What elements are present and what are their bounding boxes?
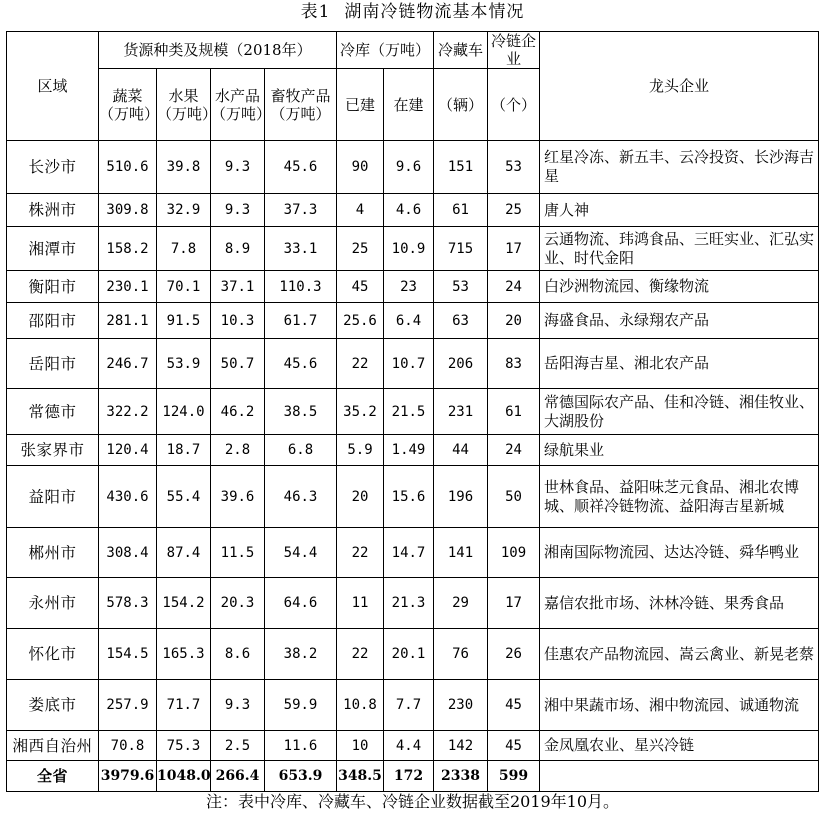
cell-region: 郴州市: [7, 528, 99, 578]
cell-vegetables: 322.2: [99, 389, 157, 435]
cell-vegetables: 578.3: [99, 578, 157, 629]
cell-firms: 26: [488, 629, 540, 680]
table-row: [7, 194, 819, 227]
cell-building: 23: [384, 271, 434, 303]
cell-trucks: 61: [434, 194, 488, 227]
cell-region: 怀化市: [7, 629, 99, 680]
cell-leaders: 红星冷冻、新五丰、云冷投资、长沙海吉星: [540, 141, 819, 194]
cell-firms: 61: [488, 389, 540, 435]
cell-built: 25.6: [337, 303, 384, 339]
cell-building: 21.5: [384, 389, 434, 435]
cell-livestock: 110.3: [265, 271, 337, 303]
table-row: [7, 466, 819, 528]
cell-built: 22: [337, 528, 384, 578]
table-row: [7, 578, 819, 629]
cell-region: 湘西自治州: [7, 731, 99, 761]
header-cold-storage: 冷库（万吨）: [337, 32, 434, 69]
cell-building: 7.7: [384, 680, 434, 731]
table-row: [7, 271, 819, 303]
cell-region: 常德市: [7, 389, 99, 435]
cell-firms: 50: [488, 466, 540, 528]
cell-building: 6.4: [384, 303, 434, 339]
cell-built: 22: [337, 629, 384, 680]
cell-firms: 45: [488, 680, 540, 731]
cell-livestock: 33.1: [265, 227, 337, 271]
cell-fruits: 53.9: [157, 339, 211, 389]
cell-built: 10.8: [337, 680, 384, 731]
cell-firms: 83: [488, 339, 540, 389]
cell-trucks: 206: [434, 339, 488, 389]
header-built: 已建: [337, 69, 384, 141]
cell-livestock: 653.9: [265, 761, 337, 792]
cell-built: 348.5: [337, 761, 384, 792]
cell-trucks: 715: [434, 227, 488, 271]
cell-fruits: 18.7: [157, 435, 211, 466]
cell-leaders: 佳惠农产品物流园、嵩云禽业、新晃老蔡: [540, 629, 819, 680]
cell-firms: 20: [488, 303, 540, 339]
cell-aquatic: 50.7: [211, 339, 265, 389]
cell-fruits: 124.0: [157, 389, 211, 435]
cell-aquatic: 266.4: [211, 761, 265, 792]
cell-firms: 25: [488, 194, 540, 227]
cell-vegetables: 257.9: [99, 680, 157, 731]
table-row: [7, 528, 819, 578]
header-reefer-trucks: 冷藏车: [434, 32, 488, 69]
cell-region: 永州市: [7, 578, 99, 629]
cell-built: 5.9: [337, 435, 384, 466]
cell-leaders: 湘中果蔬市场、湘中物流园、诚通物流: [540, 680, 819, 731]
cell-vegetables: 308.4: [99, 528, 157, 578]
cell-region: 衡阳市: [7, 271, 99, 303]
cell-leaders: 金凤凰农业、星兴冷链: [540, 731, 819, 761]
cell-region: 全省: [7, 761, 99, 792]
cell-livestock: 64.6: [265, 578, 337, 629]
cell-firms: 17: [488, 578, 540, 629]
cell-leaders: 绿航果业: [540, 435, 819, 466]
cell-trucks: 142: [434, 731, 488, 761]
cell-firms: 109: [488, 528, 540, 578]
table-row: [7, 680, 819, 731]
cell-leaders: 云通物流、玮鸿食品、三旺实业、汇弘实业、时代金阳: [540, 227, 819, 271]
cell-aquatic: 2.8: [211, 435, 265, 466]
cell-trucks: 141: [434, 528, 488, 578]
cell-built: 10: [337, 731, 384, 761]
cell-leaders: 岳阳海吉星、湘北农产品: [540, 339, 819, 389]
header-companies-unit: （个）: [488, 69, 540, 141]
cell-leaders: 海盛食品、永绿翔农产品: [540, 303, 819, 339]
cell-leaders: 唐人神: [540, 194, 819, 227]
cell-leaders: 白沙洲物流园、衡缘物流: [540, 271, 819, 303]
table-row: [7, 629, 819, 680]
cell-trucks: 29: [434, 578, 488, 629]
cell-livestock: 38.2: [265, 629, 337, 680]
cell-aquatic: 10.3: [211, 303, 265, 339]
cell-vegetables: 158.2: [99, 227, 157, 271]
cell-vegetables: 120.4: [99, 435, 157, 466]
cell-livestock: 38.5: [265, 389, 337, 435]
cell-firms: 45: [488, 731, 540, 761]
cell-trucks: 230: [434, 680, 488, 731]
table-note: 注：表中冷库、冷藏车、冷链企业数据截至2019年10月。: [205, 792, 620, 811]
cell-region: 株洲市: [7, 194, 99, 227]
cell-building: 1.49: [384, 435, 434, 466]
cell-building: 14.7: [384, 528, 434, 578]
cell-vegetables: 230.1: [99, 271, 157, 303]
cell-fruits: 91.5: [157, 303, 211, 339]
cell-built: 20: [337, 466, 384, 528]
cell-vegetables: 246.7: [99, 339, 157, 389]
cell-livestock: 61.7: [265, 303, 337, 339]
cell-livestock: 45.6: [265, 339, 337, 389]
cell-aquatic: 46.2: [211, 389, 265, 435]
header-building: 在建: [384, 69, 434, 141]
cell-fruits: 39.8: [157, 141, 211, 194]
cell-livestock: 45.6: [265, 141, 337, 194]
cell-aquatic: 9.3: [211, 141, 265, 194]
cell-vegetables: 154.5: [99, 629, 157, 680]
cell-built: 25: [337, 227, 384, 271]
cell-vegetables: 281.1: [99, 303, 157, 339]
cell-firms: 53: [488, 141, 540, 194]
cell-vegetables: 430.6: [99, 466, 157, 528]
cell-fruits: 75.3: [157, 731, 211, 761]
cell-leaders: 嘉信农批市场、沐林冷链、果秀食品: [540, 578, 819, 629]
cell-leaders: 世林食品、益阳味芝元食品、湘北农博城、顺祥冷链物流、益阳海吉星新城: [540, 466, 819, 528]
cell-building: 10.7: [384, 339, 434, 389]
cell-aquatic: 39.6: [211, 466, 265, 528]
cell-region: 张家界市: [7, 435, 99, 466]
table-row: [7, 435, 819, 466]
cell-built: 45: [337, 271, 384, 303]
cell-trucks: 231: [434, 389, 488, 435]
cell-built: 11: [337, 578, 384, 629]
cell-built: 22: [337, 339, 384, 389]
cell-fruits: 32.9: [157, 194, 211, 227]
cell-trucks: 63: [434, 303, 488, 339]
cell-leaders: 湘南国际物流园、达达冷链、舜华鸭业: [540, 528, 819, 578]
table-number: 表1: [300, 2, 331, 22]
cell-aquatic: 37.1: [211, 271, 265, 303]
cell-livestock: 11.6: [265, 731, 337, 761]
header-fruits: 水果（万吨）: [157, 69, 211, 141]
cell-fruits: 1048.0: [157, 761, 211, 792]
cell-vegetables: 309.8: [99, 194, 157, 227]
header-cold-chain-companies: 冷链企业: [488, 32, 540, 69]
cell-livestock: 54.4: [265, 528, 337, 578]
cell-building: 4.4: [384, 731, 434, 761]
cell-building: 9.6: [384, 141, 434, 194]
cell-firms: 599: [488, 761, 540, 792]
header-aquatic: 水产品（万吨）: [211, 69, 265, 141]
table-title-text: 湖南冷链物流基本情况: [344, 2, 525, 22]
cell-trucks: 76: [434, 629, 488, 680]
cell-region: 岳阳市: [7, 339, 99, 389]
table-row: [7, 227, 819, 271]
cell-aquatic: 9.3: [211, 680, 265, 731]
cell-firms: 17: [488, 227, 540, 271]
cell-building: 4.6: [384, 194, 434, 227]
cell-building: 10.9: [384, 227, 434, 271]
cell-region: 邵阳市: [7, 303, 99, 339]
cell-livestock: 6.8: [265, 435, 337, 466]
header-leading-companies: 龙头企业: [540, 32, 819, 141]
cell-vegetables: 510.6: [99, 141, 157, 194]
cell-aquatic: 11.5: [211, 528, 265, 578]
cell-fruits: 7.8: [157, 227, 211, 271]
header-livestock: 畜牧产品（万吨）: [265, 69, 337, 141]
cell-livestock: 59.9: [265, 680, 337, 731]
cell-trucks: 196: [434, 466, 488, 528]
cell-built: 90: [337, 141, 384, 194]
cell-trucks: 2338: [434, 761, 488, 792]
cell-built: 35.2: [337, 389, 384, 435]
header-region: 区域: [7, 32, 99, 141]
table-row: [7, 339, 819, 389]
table-row: [7, 303, 819, 339]
cell-aquatic: 9.3: [211, 194, 265, 227]
cell-firms: 24: [488, 271, 540, 303]
cell-region: 长沙市: [7, 141, 99, 194]
cell-region: 娄底市: [7, 680, 99, 731]
cell-livestock: 46.3: [265, 466, 337, 528]
header-supply-group: 货源种类及规模（2018年）: [99, 32, 337, 69]
cell-aquatic: 8.9: [211, 227, 265, 271]
cell-fruits: 55.4: [157, 466, 211, 528]
table-title: [0, 0, 825, 28]
cell-building: 15.6: [384, 466, 434, 528]
total-row: [7, 761, 819, 792]
cell-leaders: [540, 761, 819, 792]
cell-leaders: 常德国际农产品、佳和冷链、湘佳牧业、大湖股份: [540, 389, 819, 435]
table-row: [7, 141, 819, 194]
cell-fruits: 71.7: [157, 680, 211, 731]
cell-firms: 24: [488, 435, 540, 466]
cell-fruits: 154.2: [157, 578, 211, 629]
header-vegetables: 蔬菜（万吨）: [99, 69, 157, 141]
table-row: [7, 731, 819, 761]
cell-aquatic: 20.3: [211, 578, 265, 629]
cell-aquatic: 8.6: [211, 629, 265, 680]
cell-building: 20.1: [384, 629, 434, 680]
cell-aquatic: 2.5: [211, 731, 265, 761]
cell-vegetables: 70.8: [99, 731, 157, 761]
cell-trucks: 44: [434, 435, 488, 466]
cold-chain-table: [6, 31, 819, 792]
cell-region: 益阳市: [7, 466, 99, 528]
cell-livestock: 37.3: [265, 194, 337, 227]
cell-building: 172: [384, 761, 434, 792]
cell-fruits: 87.4: [157, 528, 211, 578]
cell-vegetables: 3979.6: [99, 761, 157, 792]
cell-trucks: 151: [434, 141, 488, 194]
cell-fruits: 165.3: [157, 629, 211, 680]
cell-building: 21.3: [384, 578, 434, 629]
cell-trucks: 53: [434, 271, 488, 303]
cell-fruits: 70.1: [157, 271, 211, 303]
table-row: [7, 389, 819, 435]
header-reefer-unit: （辆）: [434, 69, 488, 141]
cell-built: 4: [337, 194, 384, 227]
cell-region: 湘潭市: [7, 227, 99, 271]
